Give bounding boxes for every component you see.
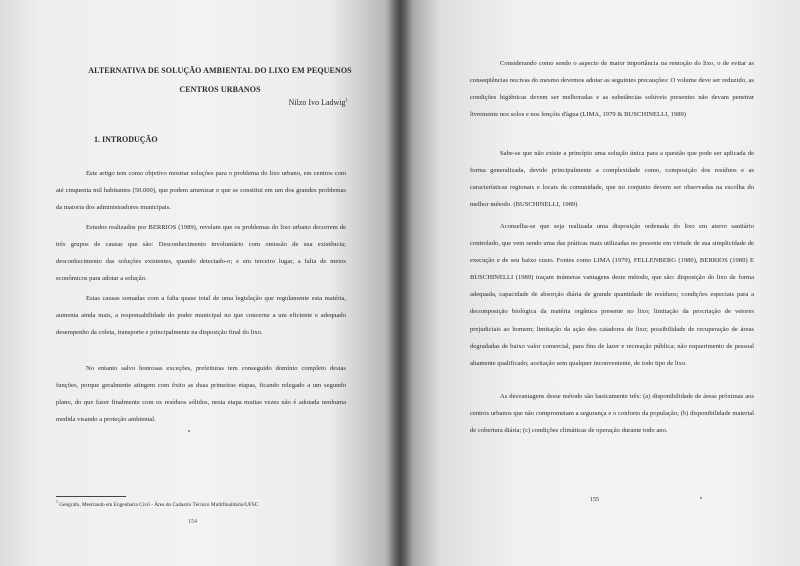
- paragraph: Este artigo tem como objetivo mostrar soluções para o problema do lixo urbano, em centros com até cinquenta mil habitantes (50.000), que podem amenizar o que se constitui em um dos grandes problemas da maioria dos administradores municipais.: [56, 170, 346, 212]
- footnote-mark: 1: [56, 499, 58, 504]
- page-number-right: 155: [590, 497, 599, 503]
- author-name: [289, 98, 348, 107]
- right-page: [400, 0, 800, 566]
- page-number-left: 154: [188, 519, 197, 525]
- paragraph: As desvantagens desse método são basicamente três: (a) disponibilidade de áreas próximas aos centros urbanos que não comprometam a segurança e o conforto da população; (b) disponibilidade material de cobertura diária; (c) condições climáticas de operação durante todo ano.: [470, 393, 754, 435]
- paragraph: No entanto salvo honrosas exceções, prefeituras tem conseguido domínio completo destas funções, porque geralmente atingem com êxito as duas primeiras etapas, ficando relegado a um segundo plano, do que fazer finalmente com os resíduos sólidos, nesta etapa muitas vezes não é adotada nenhuma medida visando a proteção ambiental.: [56, 365, 346, 424]
- paragraph: Estas causas somadas com a falta quase total de uma legislação que regulamente esta matéria, aumenta ainda mais, a responsabilidade do poder municipal no que concerne a um eficiente e adequado desempenho da coleta, transporte e principalmente na disposição final do lixo.: [56, 295, 346, 337]
- article-title-line1: ALTERNATIVA DE SOLUÇÃO AMBIENTAL DO LIXO EM PEQUENOS: [88, 66, 352, 75]
- paragraph: Estudos realizados por BERRIOS (1989), revelam que os problemas do lixo urbano decorrem de três grupos de causas que são: Desconhecimento involuntário com omissão de sua existência; desconhecimento das soluções existentes, quando detectado-o; e em terceiro lugar, a falta de meios econômicos para adotar a solução.: [56, 224, 346, 283]
- paragraph: Aconselha-se que seja realizada uma disposição ordenada do lixo em aterro sanitário controlado, que vem sendo uma das práticas mais utilizadas no presente em virtude de sua simplicidade de execução e de seu baixo custo. Fontes como LIMA (1979), FELLENBERG (1980), BERRIOS (1989) E BUSCHINELLI (1989) traçam inúmeras vantagens deste método, que são: disposição do lixo de forma adequada, capacidade de absorção diária de grande quantidade de resíduos; condições especiais para a decomposição biológica da matéria orgânica presente no lixo; limitação da procriação de vetores prejudiciais ao homem; limitação da ação dos catadores de lixo; possibilidade de recuperação de áreas degradadas de baixo valor comercial, para fins de lazer e recreação pública; não requerimento de pessoal altamente qualificado; aceitação sem qualquer inconveniente, de todo tipo de lixo.: [470, 223, 754, 367]
- footnote: [56, 499, 258, 508]
- paragraph: Sabe-se que não existe a princípio uma solução única para a questão que pode ser aplicada de forma generalizada, devido principalmente a complexidade como, composição dos resíduos e as características regionais e locais da comunidade, que no conjunto devem ser observadas na escolha do melhor método. (BUSCHINELLI, 1989): [470, 150, 754, 209]
- paragraph: Considerando como sendo o aspecto de maior importância na remoção do lixo, o de evitar as conseqüências nocivas do mesmo devemos adotar as seguintes precauções: O volume deve ser reduzido, as condições higiênicas devem ser melhoradas e as substâncias solúveis presentes não devam penetrar livremente nos solos e nos lençóis d'água (LIMA, 1979 & BUSCHINELLI, 1989): [470, 60, 754, 119]
- scan-speck: [700, 497, 702, 499]
- author-text: Nilzo Ivo Ladwig: [288, 98, 346, 107]
- scan-speck: [188, 430, 190, 432]
- section-heading: 1. INTRODUÇÃO: [94, 135, 158, 144]
- article-title-line2: CENTROS URBANOS: [179, 85, 261, 94]
- book-gutter-shadow: [388, 0, 412, 566]
- author-footnote-mark: 1: [345, 98, 348, 104]
- footnote-rule: [56, 496, 126, 497]
- footnote-text: Geógrafo, Mestrando em Engenharia Civil - Área do Cadastro Técnico Multifinalitário/UFSC: [59, 501, 259, 508]
